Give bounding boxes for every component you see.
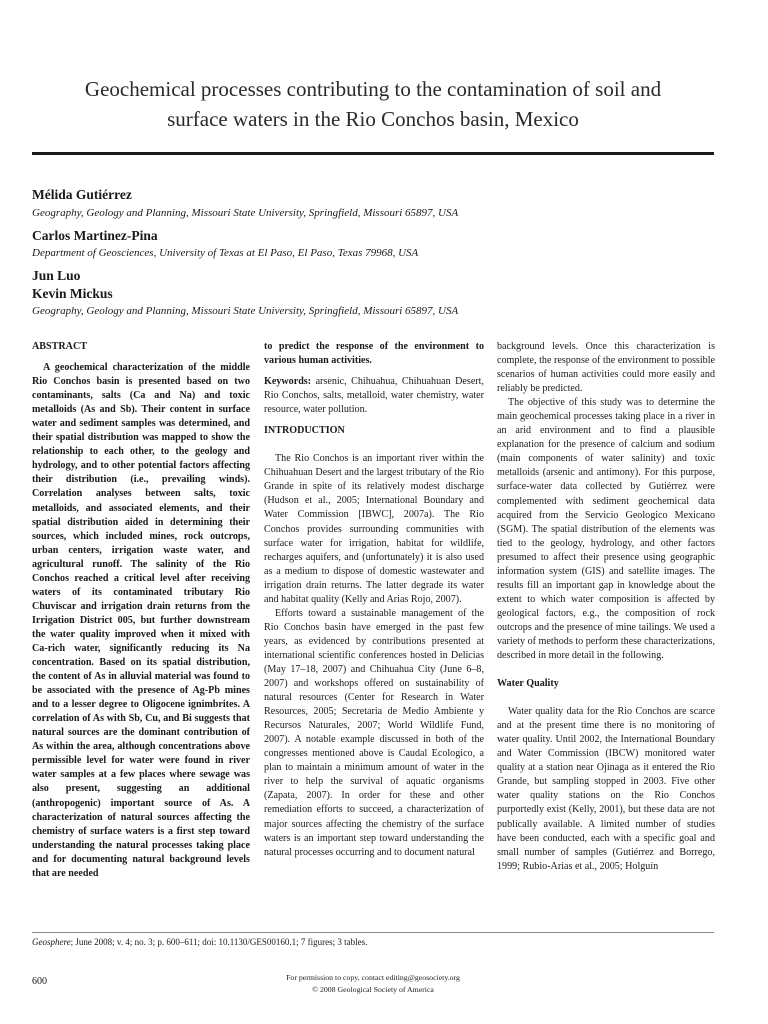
introduction-paragraph: Efforts toward a sustainable management of the Rio Conchos basin have emerged in the past few years, as evidenced by contributions presented at international scientific conferences hosted in Delicias (May 17–18, 2007) and Chihuahua City (June 6–8, 2007) and workshops offered on sustainability of natural resources (Center for Research in Water Resources, 2005; Secretaria de Medio Ambiente y Recursos Naturales, 2007; World Wildlife Fund, 2007). A notable example discussed in both of the congresses mentioned above is Caudal Ecologico, a plan to maintain a minimum amount of water in the river to help the survival of aquatic organisms (Zapata, 2007). In order for these and other remediation efforts to succeed, a characterization of major sources affecting the chemistry of the surface waters is an important step toward understanding the natural processes occurring and to document natural	[264, 607, 484, 858]
page-number: 600	[32, 976, 47, 987]
introduction-paragraph: The Rio Conchos is an important river within the Chihuahuan Desert and the largest tributary of the Rio Grande in spite of its relatively modest discharge (Hudson et al., 2005; International Boundary and Water Commission [IBWC], 2007a). The Rio Conchos provides surrounding communities with surface water for irrigation, habitat for wildlife, recharges aquifers, and (unfortunately) it is also used as a medium to dispose of domestic wastewater and irrigation drain returns. The latter degrade its water and habitat quality (Kelly and Arias Rojo, 2007).	[264, 453, 484, 605]
author-name: Jun Luo	[32, 268, 81, 283]
column-2	[264, 340, 484, 860]
author-affiliation: Geography, Geology and Planning, Missouri State University, Springfield, Missouri 65897, USA	[32, 207, 459, 219]
title-line-2: surface waters in the Rio Conchos basin, Mexico	[167, 107, 579, 131]
title-rule	[32, 152, 714, 155]
water-quality-heading: Water Quality	[497, 678, 559, 690]
copyright-text: © 2008 Geological Society of America	[312, 985, 434, 994]
title-line-1: Geochemical processes contributing to the contamination of soil and	[84, 77, 662, 101]
author-affiliation: Department of Geosciences, University of Texas at El Paso, El Paso, Texas 79968, USA	[32, 247, 419, 259]
introduction-paragraph-continuation: background levels. Once this characterization is complete, the response of the environment to possible scenarios of human activities could more easily and reliably be predicted.	[497, 341, 715, 395]
citation-footnote	[32, 936, 367, 948]
journal-name: Geosphere	[32, 937, 71, 947]
introduction-heading: INTRODUCTION	[264, 425, 345, 437]
author-name: Carlos Martinez-Pina	[32, 228, 158, 243]
introduction-paragraph: The objective of this study was to determine the main geochemical processes taking place in a river in an arid environment and to find a plausible explanation for the presence of calcium and sodium (main components of water salinity) and toxic metalloids (arsenic and antimony). For this purpose, surface-water data collected by Gutiérrez were complemented with sediment geochemical data acquired from the Servicio Geologico Mexicano (SGM). The spatial distribution of the elements was tied to the geology, hydrology, and other factors presumed to affect their presence using geographic information system (GIS) and satellite images. The results fill an important gap in knowledge about the extent to which water composition is affected by geological factors, e.g., the composition of rock outcrops and the presence of mine tailings. We used a variety of methods to perform these characterizations, described in more detail in the following.	[497, 397, 715, 662]
water-quality-paragraph: Water quality data for the Rio Conchos are scarce and at the present time there is no monitoring of water quality. Until 2002, the International Boundary and Water Commission (IBCW) monitored water quality at a station near Ojinaga as it entered the Rio Grande, but sampling stopped in 2003. Five other water quality stations on the Rio Conchos purportedly exist (Kelly, 2001), but these data are not publically available. A limited number of studies have been conducted, each with a specific goal and small number of samples (Gutiérrez and Borrego, 1999; Rubio-Arias et al., 2005; Holguín	[497, 706, 715, 872]
permission-text: For permission to copy, contact editing@geosociety.org	[286, 973, 460, 982]
keywords-label: Keywords:	[264, 376, 312, 388]
abstract-continuation: to predict the response of the environment to various human activities.	[264, 341, 484, 367]
footnote-rule	[32, 932, 714, 933]
column-3	[497, 340, 715, 874]
author-affiliation: Geography, Geology and Planning, Missouri State University, Springfield, Missouri 65897, USA	[32, 305, 459, 317]
abstract-heading: ABSTRACT	[32, 341, 87, 352]
author-name: Kevin Mickus	[32, 286, 113, 301]
column-1	[32, 340, 250, 881]
keywords	[264, 375, 484, 417]
paper-title	[32, 74, 714, 134]
author-name: Mélida Gutiérrez	[32, 187, 132, 202]
permission-notice	[210, 972, 536, 996]
citation-text: ; June 2008; v. 4; no. 3; p. 600–611; doi: 10.1130/GES00160.1; 7 figures; 3 tables.	[70, 937, 368, 947]
abstract-text: A geochemical characterization of the middle Rio Conchos basin is presented based on two contaminants, salts (Ca and Na) and toxic metalloids (As and Sb). Their content in surface water and sediment samples was determined, and their spatial distribution was mapped to show the relationship to each other, to the geology and hydrology, and to other potential factors affecting their distribution (i.e., prevailing winds). Correlation analyses between salts, toxic metalloids, and associated elements, and their spatial distribution aided in determining their sources, which included mines, rock outcrops, urban centers, irrigation waste water, and agricultural runoff. The salinity of the Rio Conchos reached a critical level after receiving waters of its contaminated tributary Rio Chuviscar and irrigation drain returns from the Irrigation District 005, but further downstream the water quality improved when it mixed with Ca-rich water, significantly reducing its Na concentration. Based on its spatial distribution, the content of As in alluvial material was found to be associated with the presence of Ag-Pb mines and to a lesser degree to Oligocene ignimbrites. A correlation of As with Sb, Cu, and Bi suggests that natural sources are the dominant contribution of As within the area, although concentrations above permissible level for water were found in river water samples at a few places where sewage was also present, suggesting an additional (anthropogenic) important source of As. A characterization of natural sources affecting the chemistry of surface waters is a first step toward understanding the natural processes taking place and for documenting natural background levels that are needed	[32, 362, 250, 879]
keywords-text: arsenic, Chihuahua, Chihuahuan Desert, Rio Conchos, salts, metalloid, water chemistry, water resource, water pollution.	[264, 376, 484, 416]
